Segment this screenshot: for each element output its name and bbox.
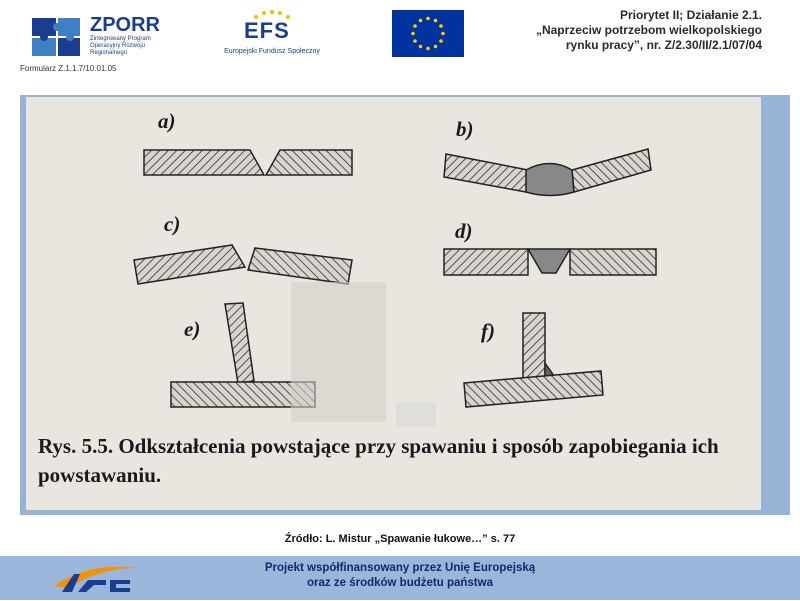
label-d: d) <box>455 219 473 243</box>
plates-d <box>444 249 656 275</box>
scanned-figure <box>26 97 761 510</box>
eu-star <box>426 47 430 51</box>
efs-title: EFS <box>244 18 290 43</box>
footer-text <box>220 561 580 591</box>
plates-c <box>134 245 352 284</box>
label-f: f) <box>481 319 495 343</box>
footer-line-2: oraz ze środków budżetu państwa <box>307 577 493 589</box>
eu-star <box>434 19 438 23</box>
label-a: a) <box>158 109 176 133</box>
plates-b <box>444 149 651 196</box>
eu-star <box>434 45 438 49</box>
priority-line-3: rynku pracy”, nr. Z/2.30/II/2.1/07/04 <box>565 38 762 52</box>
header <box>0 0 800 90</box>
priority-info <box>442 8 762 53</box>
label-c: c) <box>164 212 181 236</box>
form-code: Formularz Z.1.1.7/10.01.05 <box>20 64 117 73</box>
footer-line-1: Projekt współfinansowany przez Unię Europejską <box>264 562 536 574</box>
eu-star <box>419 19 423 23</box>
atc-logo <box>50 558 140 596</box>
label-b: b) <box>456 117 474 141</box>
eu-star <box>419 45 423 49</box>
figure-caption: Rys. 5.5. Odkształcenia powstające przy spawaniu i sposób zapobiegania ich powstawaniu. <box>38 434 719 487</box>
eu-star <box>426 17 430 21</box>
zporr-subtitle: Zintegrowany Program Operacyjny Rozwoju Regionalnego <box>90 36 151 56</box>
priority-line-1: Priorytet II; Działanie 2.1. <box>619 8 762 22</box>
zporr-logo <box>30 12 160 62</box>
priority-line-2: „Naprzeciw potrzebom wielkopolskiego <box>535 23 762 37</box>
efs-logo <box>222 8 322 60</box>
plates-a <box>144 150 352 175</box>
zporr-title: ZPORR <box>90 14 160 36</box>
source-note: Źródło: L. Mistur „Spawanie łukowe…” s. 77 <box>284 533 516 545</box>
atc-logo-icon <box>50 558 140 596</box>
eu-star <box>413 24 417 28</box>
efs-subtitle: Europejski Fundusz Społeczny <box>224 48 320 55</box>
eu-star <box>411 32 415 36</box>
eu-star <box>413 39 417 43</box>
label-e: e) <box>184 317 201 341</box>
puzzle-icon <box>30 12 86 60</box>
